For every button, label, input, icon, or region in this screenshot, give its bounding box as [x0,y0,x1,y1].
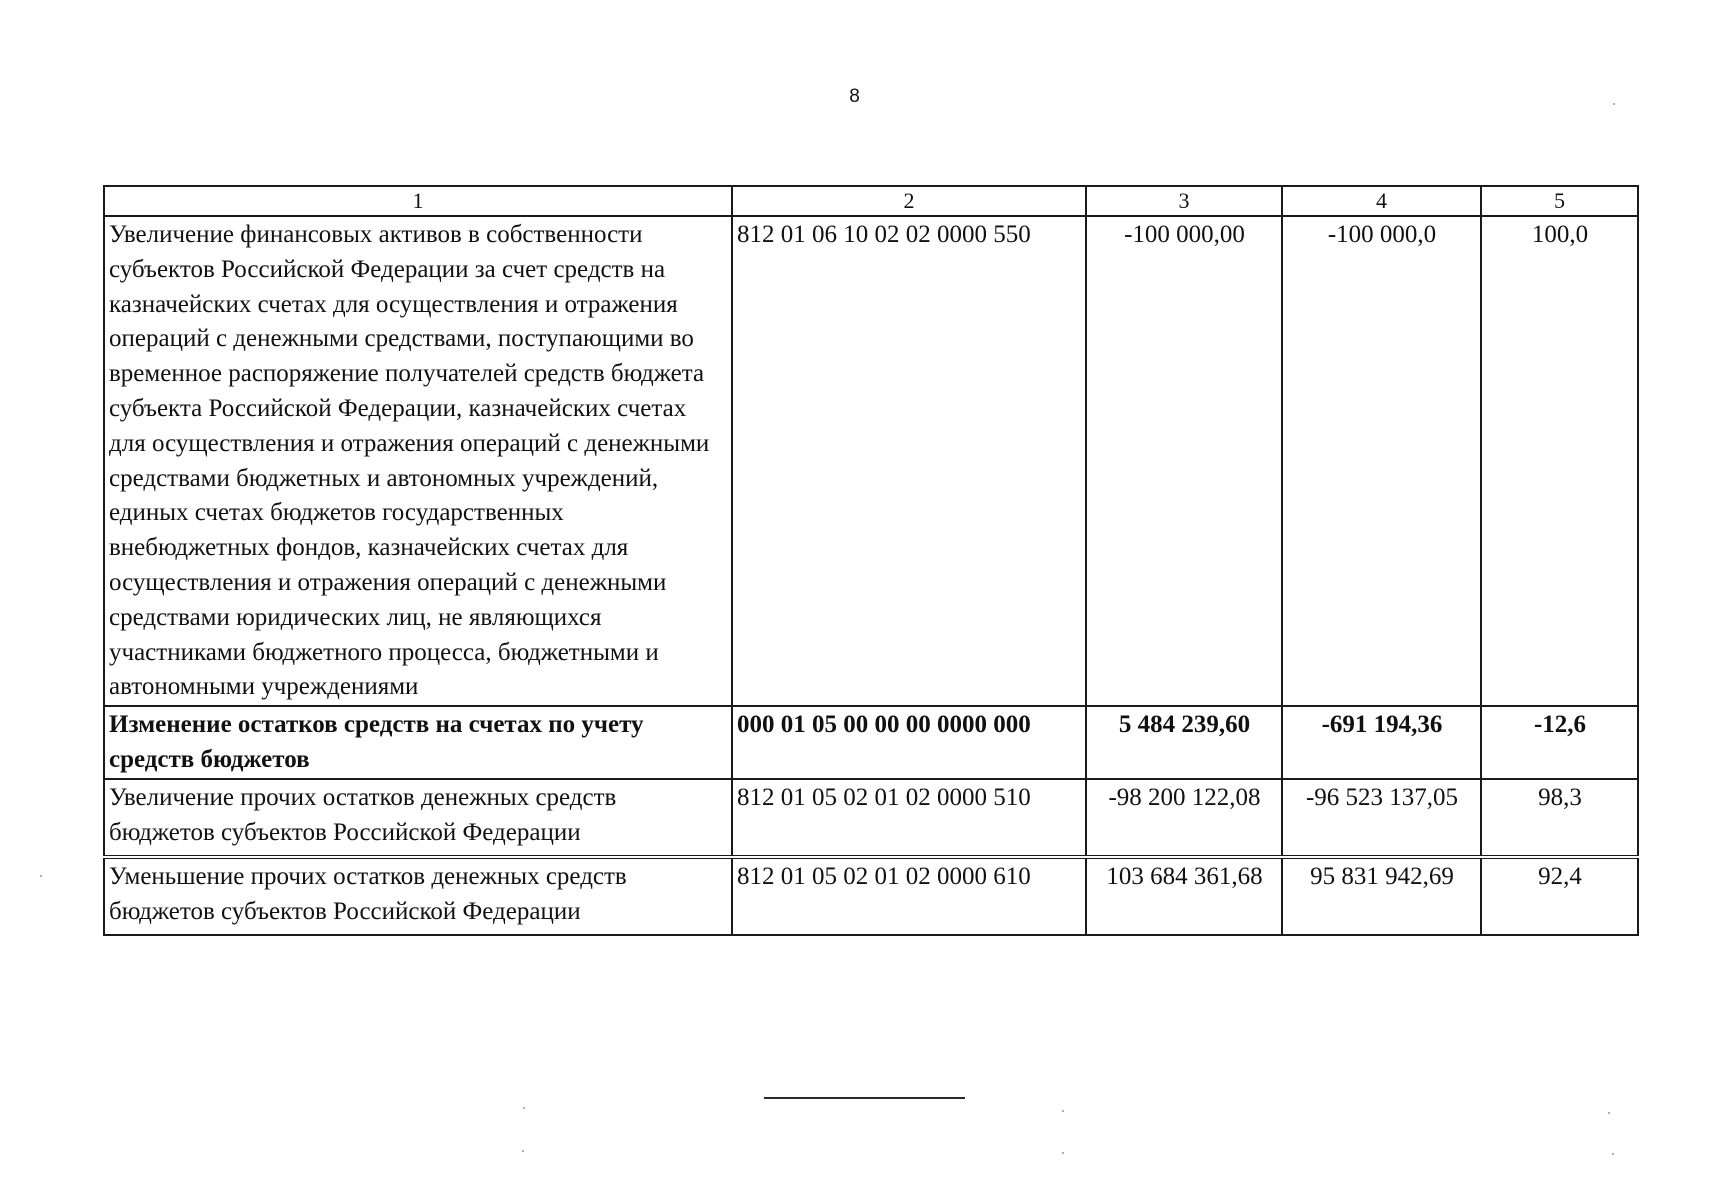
column-header-2: 2 [732,186,1086,216]
scan-speck [1613,103,1615,105]
table-header-row [104,186,1638,216]
row-actual: -100 000,0 [1282,216,1481,706]
row-code: 000 01 05 00 00 00 0000 000 [732,706,1086,779]
row-planned: 5 484 239,60 [1086,706,1282,779]
column-header-1: 1 [104,186,732,216]
table-row [104,706,1638,779]
row-code: 812 01 05 02 01 02 0000 510 [732,779,1086,857]
row-name: Увеличение финансовых активов в собственности субъектов Российской Федерации за счет средств на казначейских счетах для осуществления и отражения операций с денежными средствами, поступающими во временное распоряжение получателей средств бюджета субъекта Российской Федерации, казначейских счетах для осуществления и отражения операций с денежными средствами бюджетных и автономных учреждений, единых счетах бюджетов государственных внебюджетных фондов, казначейских счетах для осуществления и отражения операций с денежными средствами юридических лиц, не являющихся участниками бюджетного процесса, бюджетными и автономными учреждениями [104,216,732,706]
page-number: 8 [849,86,860,107]
scan-speck [523,1107,525,1109]
column-header-4: 4 [1282,186,1481,216]
row-name: Увеличение прочих остатков денежных средств бюджетов субъектов Российской Федерации [104,779,732,857]
column-header-3: 3 [1086,186,1282,216]
row-code: 812 01 06 10 02 02 0000 550 [732,216,1086,706]
scan-speck [522,1150,524,1152]
table-row [104,857,1638,935]
row-planned: -98 200 122,08 [1086,779,1282,857]
row-percent: 98,3 [1481,779,1638,857]
scan-speck [1608,1112,1610,1114]
scan-speck [40,875,42,877]
table-row [104,216,1638,706]
row-planned: 103 684 361,68 [1086,857,1282,935]
scan-speck [1062,1110,1064,1112]
row-name: Изменение остатков средств на счетах по учету средств бюджетов [104,706,732,779]
row-name: Уменьшение прочих остатков денежных средств бюджетов субъектов Российской Федерации [104,857,732,935]
column-header-5: 5 [1481,186,1638,216]
row-actual: -691 194,36 [1282,706,1481,779]
scan-speck [1612,1153,1614,1155]
row-actual: -96 523 137,05 [1282,779,1481,857]
footer-separator-line [764,1097,965,1099]
row-percent: -12,6 [1481,706,1638,779]
row-percent: 92,4 [1481,857,1638,935]
row-code: 812 01 05 02 01 02 0000 610 [732,857,1086,935]
table-row [104,779,1638,857]
budget-sources-table [103,185,1639,936]
row-percent: 100,0 [1481,216,1638,706]
scan-speck [1062,1152,1064,1154]
row-planned: -100 000,00 [1086,216,1282,706]
row-actual: 95 831 942,69 [1282,857,1481,935]
